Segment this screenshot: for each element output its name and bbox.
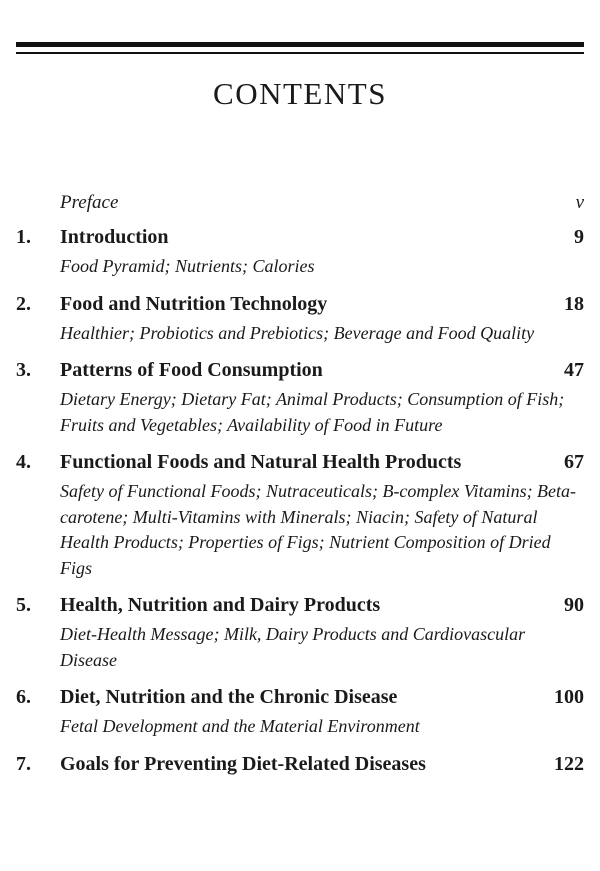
chapter-page: 90 (564, 594, 584, 616)
toc-entry-chapter-5 (0, 588, 600, 673)
chapter-topics: Diet-Health Message; Milk, Dairy Products and Cardiovascular Disease (60, 624, 526, 670)
chapter-number: 1. (16, 226, 31, 248)
top-rule-thick (16, 42, 584, 47)
top-rule-thin (16, 52, 584, 54)
toc-entry-preface (0, 186, 600, 220)
toc-entry-chapter-6 (0, 680, 600, 740)
chapter-page: 47 (564, 359, 584, 381)
page-title: CONTENTS (213, 76, 387, 111)
chapter-topics: Dietary Energy; Dietary Fat; Animal Products; Consumption of Fish; Fruits and Vegetables; Availability of Food in Future (60, 389, 565, 435)
chapter-page: 67 (564, 451, 584, 473)
preface-page: v (575, 192, 584, 213)
toc-entry-chapter-2 (0, 287, 600, 347)
chapter-number: 4. (16, 451, 31, 473)
chapter-title: Functional Foods and Natural Health Products (60, 451, 462, 473)
chapter-title: Health, Nutrition and Dairy Products (60, 594, 381, 616)
chapter-number: 2. (16, 292, 31, 315)
chapter-title: Patterns of Food Consumption (60, 359, 323, 381)
toc-entry-chapter-7 (0, 747, 600, 781)
chapter-topics: Healthier; Probiotics and Prebiotics; Beverage and Food Quality (60, 322, 535, 343)
chapter-page: 122 (554, 752, 584, 775)
chapter-page: 9 (574, 226, 584, 248)
chapter-title: Introduction (60, 226, 169, 248)
chapter-page: 18 (564, 292, 584, 315)
chapter-title: Food and Nutrition Technology (60, 292, 328, 315)
chapter-topics: Safety of Functional Foods; Nutraceuticals; B-complex Vitamins; Beta-carotene; Multi-Vitamins with Minerals; Niacin; Safety of Natural Health Products; Properties of Figs; Nutrient Composition of Dried Figs (60, 481, 577, 578)
chapter-topics: Food Pyramid; Nutrients; Calories (60, 256, 315, 276)
chapter-page: 100 (554, 686, 584, 708)
chapter-topics: Fetal Development and the Material Environment (60, 716, 420, 736)
table-of-contents (0, 186, 600, 781)
chapter-number: 5. (16, 594, 31, 616)
chapter-number: 7. (16, 752, 31, 775)
chapter-number: 3. (16, 359, 31, 381)
toc-entry-chapter-1 (0, 220, 600, 280)
chapter-number: 6. (16, 686, 31, 708)
preface-label: Preface (60, 192, 119, 213)
chapter-title: Goals for Preventing Diet-Related Diseases (60, 752, 426, 775)
chapter-title: Diet, Nutrition and the Chronic Disease (60, 686, 398, 708)
toc-entry-chapter-3 (0, 353, 600, 438)
toc-entry-chapter-4 (0, 445, 600, 581)
